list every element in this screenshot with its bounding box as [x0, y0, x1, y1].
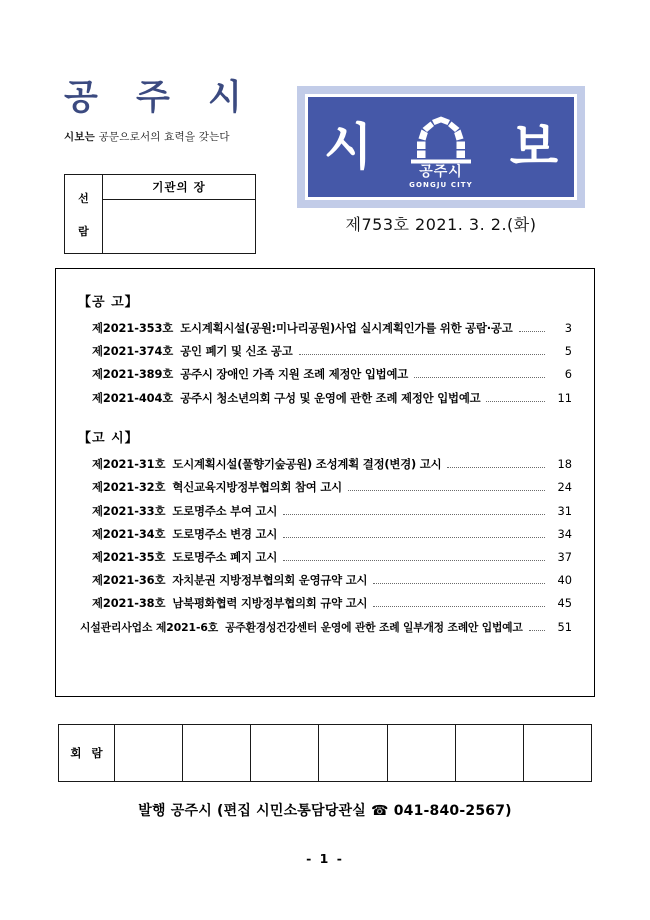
approval-header: 기관의 장 [103, 175, 255, 200]
toc-leader-dots [373, 582, 545, 584]
toc-entry-number: 제2021-404호 [92, 390, 174, 405]
approval-box [64, 174, 256, 254]
toc-entry-page: 51 [557, 619, 572, 634]
circulation-cell [388, 725, 456, 781]
toc-section-title: 【공 고】 [78, 295, 139, 310]
circulation-cells [115, 725, 591, 781]
stone-arch-icon [402, 106, 480, 164]
emblem-korean-label: 공주시 [419, 164, 463, 181]
tagline [64, 129, 288, 144]
toc-entry[interactable] [78, 621, 572, 635]
toc-entry-title: 도로명주소 부여 고시 [172, 503, 278, 518]
toc-entry-number: 제2021-38호 [92, 596, 166, 611]
circulation-cell [524, 725, 591, 781]
toc-section-title: 【고 시】 [78, 431, 139, 447]
toc-entry[interactable] [78, 528, 572, 542]
toc-entry-number: 제2021-353호 [92, 321, 174, 335]
toc-entry[interactable] [78, 505, 572, 519]
toc-entry[interactable] [78, 574, 572, 588]
circulation-cell [456, 725, 524, 781]
toc-leader-dots [414, 376, 545, 378]
sections-host [78, 291, 572, 635]
toc-entry[interactable] [78, 392, 572, 406]
toc-entry-number: 제2021-34호 [92, 526, 166, 541]
toc-entry-number: 제2021-31호 [92, 457, 166, 472]
toc-entry-number: 제2021-374호 [92, 344, 174, 359]
toc-entry-page: 5 [564, 344, 572, 359]
toc-entry[interactable] [78, 458, 572, 472]
approval-right [103, 175, 255, 253]
toc-entry-number: 제2021-35호 [92, 550, 166, 564]
toc-entry-page: 6 [564, 367, 572, 382]
toc-entry-title: 도로명주소 변경 고시 [172, 526, 278, 541]
toc-entry-title: 도로명주소 폐지 고시 [172, 550, 278, 564]
toc-entry-title: 공주환경성건강센터 운영에 관한 조례 일부개정 조례안 입법예고 [225, 620, 523, 634]
issue-line: 제753호 2021. 3. 2.(화) [345, 215, 537, 234]
toc-leader-dots [519, 330, 545, 332]
toc-entry-page: 18 [557, 457, 572, 472]
gazette-logo-banner [297, 86, 585, 208]
logo-syllable-left: 시 [324, 118, 373, 176]
gazette-logo-inner [305, 94, 577, 200]
toc-leader-dots [283, 513, 545, 515]
toc-entry-page: 11 [557, 390, 572, 405]
toc-leader-dots [447, 466, 545, 468]
toc-entry-number: 시설관리사업소 제2021-6호 [80, 620, 219, 634]
circulation-cell [183, 725, 251, 781]
toc-entry-title: 공주시 청소년의회 구성 및 운영에 관한 조례 제정안 입법예고 [180, 390, 481, 405]
toc-entry-page: 45 [557, 596, 572, 611]
logo-syllable-right: 보 [509, 118, 558, 176]
toc-entry-page: 31 [557, 503, 572, 518]
toc-entry-title: 남북평화협력 지방정부협의회 규약 고시 [172, 596, 368, 611]
toc-entry-title: 공인 폐기 및 신조 공고 [180, 344, 293, 359]
toc-entry-page: 24 [557, 480, 572, 495]
toc-entry[interactable] [78, 481, 572, 495]
tagline-rest: 공문으로서의 효력을 갖는다 [95, 131, 230, 144]
toc-leader-dots [283, 559, 545, 561]
emblem-english-label: GONGJU CITY [409, 180, 473, 189]
toc-entry-page: 3 [564, 321, 572, 335]
table-of-contents [55, 268, 595, 697]
circulation-table [58, 724, 592, 782]
approval-label [65, 175, 103, 253]
toc-entry-page: 37 [557, 550, 572, 564]
tagline-lead: 시보는 [64, 131, 96, 144]
toc-leader-dots [348, 489, 545, 491]
toc-entry-title: 혁신교육지방정부협의회 참여 고시 [172, 480, 342, 495]
toc-entry-title: 자치분권 지방정부협의회 운영규약 고시 [172, 573, 368, 588]
toc-leader-dots [299, 353, 545, 355]
circulation-cell [319, 725, 387, 781]
masthead-left [58, 78, 288, 238]
city-title: 공 주 시 [64, 78, 255, 118]
toc-entry-number: 제2021-33호 [92, 503, 166, 518]
publisher-line: 발행 공주시 (편집 시민소통담당관실 ☎ 041-840-2567) [138, 803, 512, 819]
circulation-cell [251, 725, 319, 781]
gongju-city-emblem [402, 106, 480, 189]
toc-leader-dots [283, 536, 545, 538]
toc-leader-dots [529, 629, 545, 631]
toc-entry[interactable] [78, 345, 572, 359]
toc-entry[interactable] [78, 597, 572, 611]
toc-section [78, 291, 572, 405]
toc-entry[interactable] [78, 322, 572, 336]
toc-entry-page: 40 [557, 573, 572, 588]
toc-entry-number: 제2021-389호 [92, 367, 174, 382]
approval-signature-area [103, 200, 255, 253]
toc-leader-dots [486, 400, 545, 402]
approval-label-line2: 람 [78, 224, 89, 238]
toc-entry[interactable] [78, 368, 572, 382]
approval-label-line1: 선 [78, 191, 89, 205]
toc-section [78, 427, 572, 634]
toc-entry-title: 도시계획시설(공원:미나리공원)사업 실시계획인가를 위한 공람·공고 [180, 321, 513, 335]
masthead [0, 78, 650, 263]
toc-leader-dots [373, 605, 545, 607]
toc-entry-title: 도시계획시설(풀향기숲공원) 조성계획 결정(변경) 고시 [172, 457, 442, 472]
toc-entry-page: 34 [557, 526, 572, 541]
toc-entry-number: 제2021-32호 [92, 480, 166, 495]
toc-entry[interactable] [78, 551, 572, 565]
circulation-label: 회 람 [59, 725, 115, 781]
page-marker: - 1 - [306, 851, 344, 866]
circulation-cell [115, 725, 183, 781]
toc-entry-number: 제2021-36호 [92, 573, 166, 588]
toc-entry-title: 공주시 장애인 가족 지원 조례 제정안 입법예고 [180, 367, 409, 382]
